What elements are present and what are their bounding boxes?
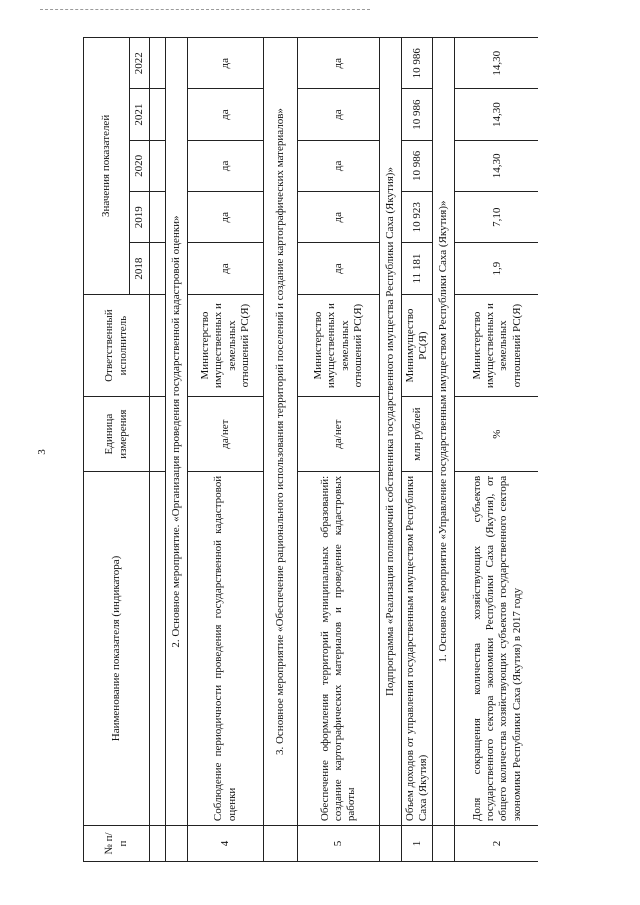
- page-number: 3: [36, 449, 48, 455]
- numbering-row: [150, 38, 166, 862]
- row-responsible: Минимущество РС(Я): [402, 294, 433, 397]
- row-num: 1: [402, 826, 433, 862]
- header-year: 2022: [130, 38, 150, 89]
- row-responsible: Министерство имущественных и земельных отношений РС(Я): [298, 294, 380, 397]
- row-value: да: [188, 192, 264, 243]
- row-indicator-name: Объем доходов от управления государственным имуществом Республики Саха (Якутия): [402, 471, 433, 825]
- section-row: [433, 38, 455, 862]
- row-indicator-name: Соблюдение периодичности проведения государственной кадастровой оценки: [188, 471, 264, 825]
- row-value: 10 923: [402, 192, 433, 243]
- row-value: 14,30: [455, 140, 538, 191]
- row-value: да: [298, 140, 380, 191]
- header-year: 2021: [130, 89, 150, 140]
- header-unit: Единица измерения: [84, 397, 150, 471]
- row-num: 4: [188, 826, 264, 862]
- header-year: 2018: [130, 243, 150, 294]
- header-row: [84, 38, 130, 862]
- table-row: [188, 38, 264, 862]
- row-value: да: [298, 38, 380, 89]
- row-value: да: [188, 243, 264, 294]
- row-value: да: [188, 38, 264, 89]
- section-title: 1. Основное мероприятие «Управление государственным имуществом Республики Саха (Якутия)»: [433, 38, 455, 826]
- row-value: 1,9: [455, 243, 538, 294]
- header-num: № п/п: [84, 826, 150, 862]
- row-value: да: [298, 243, 380, 294]
- header-year: 2019: [130, 192, 150, 243]
- section-row: [166, 38, 188, 862]
- section-row: [380, 38, 402, 862]
- row-unit: да/нет: [188, 397, 264, 471]
- row-unit: %: [455, 397, 538, 471]
- row-value: да: [298, 192, 380, 243]
- row-num: 2: [455, 826, 538, 862]
- section-title: Подпрограмма «Реализация полномочий собственника государственного имущества Республики Саха (Якутия)»: [380, 38, 402, 826]
- row-unit: да/нет: [298, 397, 380, 471]
- row-indicator-name: Доля сокращения количества хозяйствующих субъектов государственного сектора экономики Республики Саха (Якутия), от общего количества хозяйствующих субъектов государственного сектора экономики Республики Саха (Якутия) в 2017 году: [455, 471, 538, 825]
- row-value: 10 986: [402, 140, 433, 191]
- table-row: [402, 38, 433, 862]
- section-title: 3. Основное мероприятие «Обеспечение рационального использования территорий поселений и создание картографических материалов»: [264, 38, 298, 826]
- row-unit: млн рублей: [402, 397, 433, 471]
- row-responsible: Министерство имущественных и земельных отношений РС(Я): [188, 294, 264, 397]
- row-value: 14,30: [455, 38, 538, 89]
- row-value: 10 986: [402, 89, 433, 140]
- row-num: 5: [298, 826, 380, 862]
- table-row: [455, 38, 538, 862]
- rotated-table-area: [83, 37, 538, 862]
- section-row: [264, 38, 298, 862]
- header-responsible: Ответственный исполнитель: [84, 294, 150, 397]
- row-value: 7,10: [455, 192, 538, 243]
- row-value: да: [188, 89, 264, 140]
- section-title: 2. Основное мероприятие. «Организация проведения государственной кадастровой оценки»: [166, 38, 188, 826]
- row-value: 14,30: [455, 89, 538, 140]
- row-value: да: [188, 140, 264, 191]
- row-responsible: Министерство имущественных и земельных отношений РС(Я): [455, 294, 538, 397]
- row-value: 10 986: [402, 38, 433, 89]
- header-values-group: Значения показателей: [84, 38, 130, 295]
- row-value: 11 181: [402, 243, 433, 294]
- table-row: [298, 38, 380, 862]
- header-year: 2020: [130, 140, 150, 191]
- row-value: да: [298, 89, 380, 140]
- row-indicator-name: Обеспечение оформления территорий муниципальных образований: создание картографических материалов и проведение кадастровых работы: [298, 471, 380, 825]
- header-name: Наименование показателя (индикатора): [84, 471, 150, 825]
- indicators-table: [83, 37, 538, 862]
- table-container: [83, 37, 538, 862]
- scan-artifact-line: [40, 9, 370, 10]
